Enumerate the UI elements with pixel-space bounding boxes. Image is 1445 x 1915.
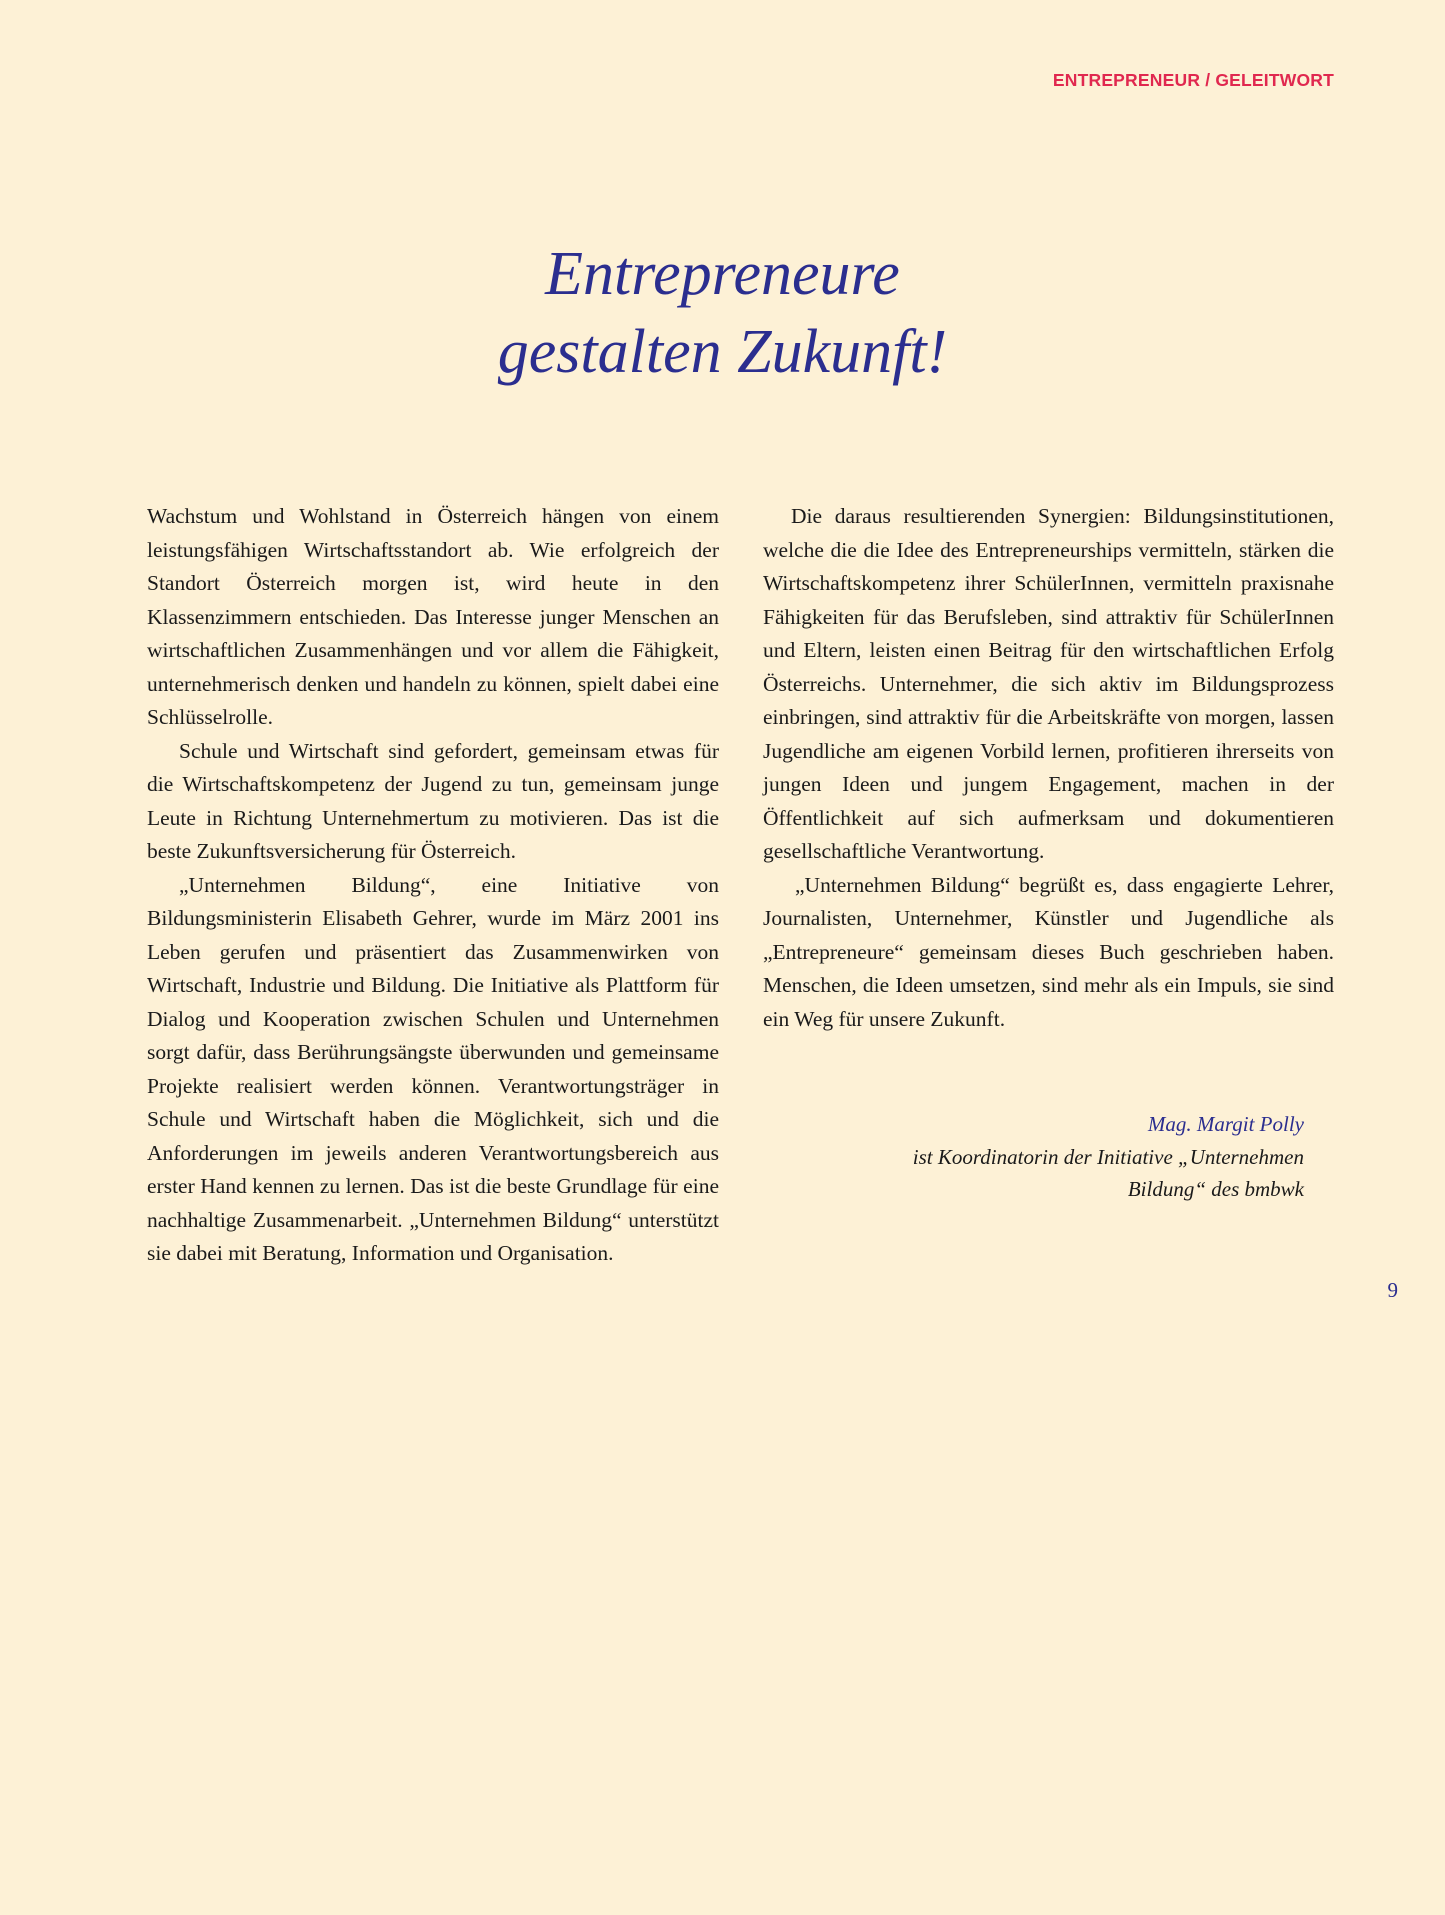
- author-name: Mag. Margit Polly: [1147, 1112, 1304, 1136]
- left-paragraph-2: Schule und Wirtschaft sind gefordert, gemeinsam etwas für die Wirtschaftskompetenz der Jugend zu tun, gemeinsam junge Leute in Richtung Unternehmertum zu motivieren. Das ist die beste Zukunftsversicherung für Österreich.: [147, 738, 719, 863]
- author-role-line-2: Bildung“ des bmbwk: [1127, 1177, 1304, 1201]
- right-text-column: [763, 500, 1334, 1036]
- left-paragraph-1: Wachstum und Wohlstand in Österreich hängen von einem leistungsfähigen Wirtschaftsstandort ab. Wie erfolgreich der Standort Österreich morgen ist, wird heute in den Klassenzimmern entschieden. Das Interesse junger Menschen an wirtschaftlichen Zusammenhängen und vor allem die Fähigkeit, unternehmerisch denken und handeln zu können, spielt dabei eine Schlüsselrolle.: [147, 504, 719, 729]
- page-title-line-2: gestalten Zukunft!: [497, 318, 948, 386]
- left-text-column: [147, 500, 719, 1271]
- page-number: 9: [1387, 1278, 1398, 1302]
- page-title: [0, 235, 1445, 391]
- page-title-line-1: Entrepreneure: [545, 240, 900, 308]
- section-header-label: ENTREPRENEUR / GELEITWORT: [1052, 70, 1334, 90]
- right-paragraph-1: Die daraus resultierenden Synergien: Bildungsinstitutionen, welche die die Idee des Entrepreneurships vermitteln, stärken die Wirtschaftskompetenz ihrer SchülerInnen, vermitteln praxisnahe Fähigkeiten für das Berufsleben, sind attraktiv für SchülerInnen und Eltern, leisten einen Beitrag für den wirtschaftlichen Erfolg Österreichs. Unternehmer, die sich aktiv im Bildungsprozess einbringen, sind attraktiv für die Arbeitskräfte von morgen, lassen Jugendliche am eigenen Vorbild lernen, profitieren ihrerseits von jungen Ideen und jungem Engagement, machen in der Öffentlichkeit auf sich aufmerksam und dokumentieren gesellschaftliche Verantwortung.: [763, 504, 1334, 863]
- author-signature: [744, 1108, 1304, 1206]
- author-role-line-1: ist Koordinatorin der Initiative „Unternehmen: [912, 1144, 1304, 1169]
- right-paragraph-2: „Unternehmen Bildung“ begrüßt es, dass engagierte Lehrer, Journalisten, Unternehmer, Künstler und Jugendliche als „Entrepreneure“ gemeinsam dieses Buch geschrieben haben. Menschen, die Ideen umsetzen, sind mehr als ein Impuls, sie sind ein Weg für unsere Zukunft.: [763, 872, 1334, 1031]
- left-paragraph-3: „Unternehmen Bildung“, eine Initiative von Bildungsministerin Elisabeth Gehrer, wurde im März 2001 ins Leben gerufen und präsentiert das Zusammenwirken von Wirtschaft, Industrie und Bildung. Die Initiative als Plattform für Dialog und Kooperation zwischen Schulen und Unternehmen sorgt dafür, dass Berührungsängste überwunden und gemeinsame Projekte realisiert werden können. Verantwortungsträger in Schule und Wirtschaft haben die Möglichkeit, sich und die Anforderungen im jeweils anderen Verantwortungsbereich aus erster Hand kennen zu lernen. Das ist die beste Grundlage für eine nachhaltige Zusammenarbeit. „Unternehmen Bildung“ unterstützt sie dabei mit Beratung, Information und Organisation.: [147, 872, 719, 1265]
